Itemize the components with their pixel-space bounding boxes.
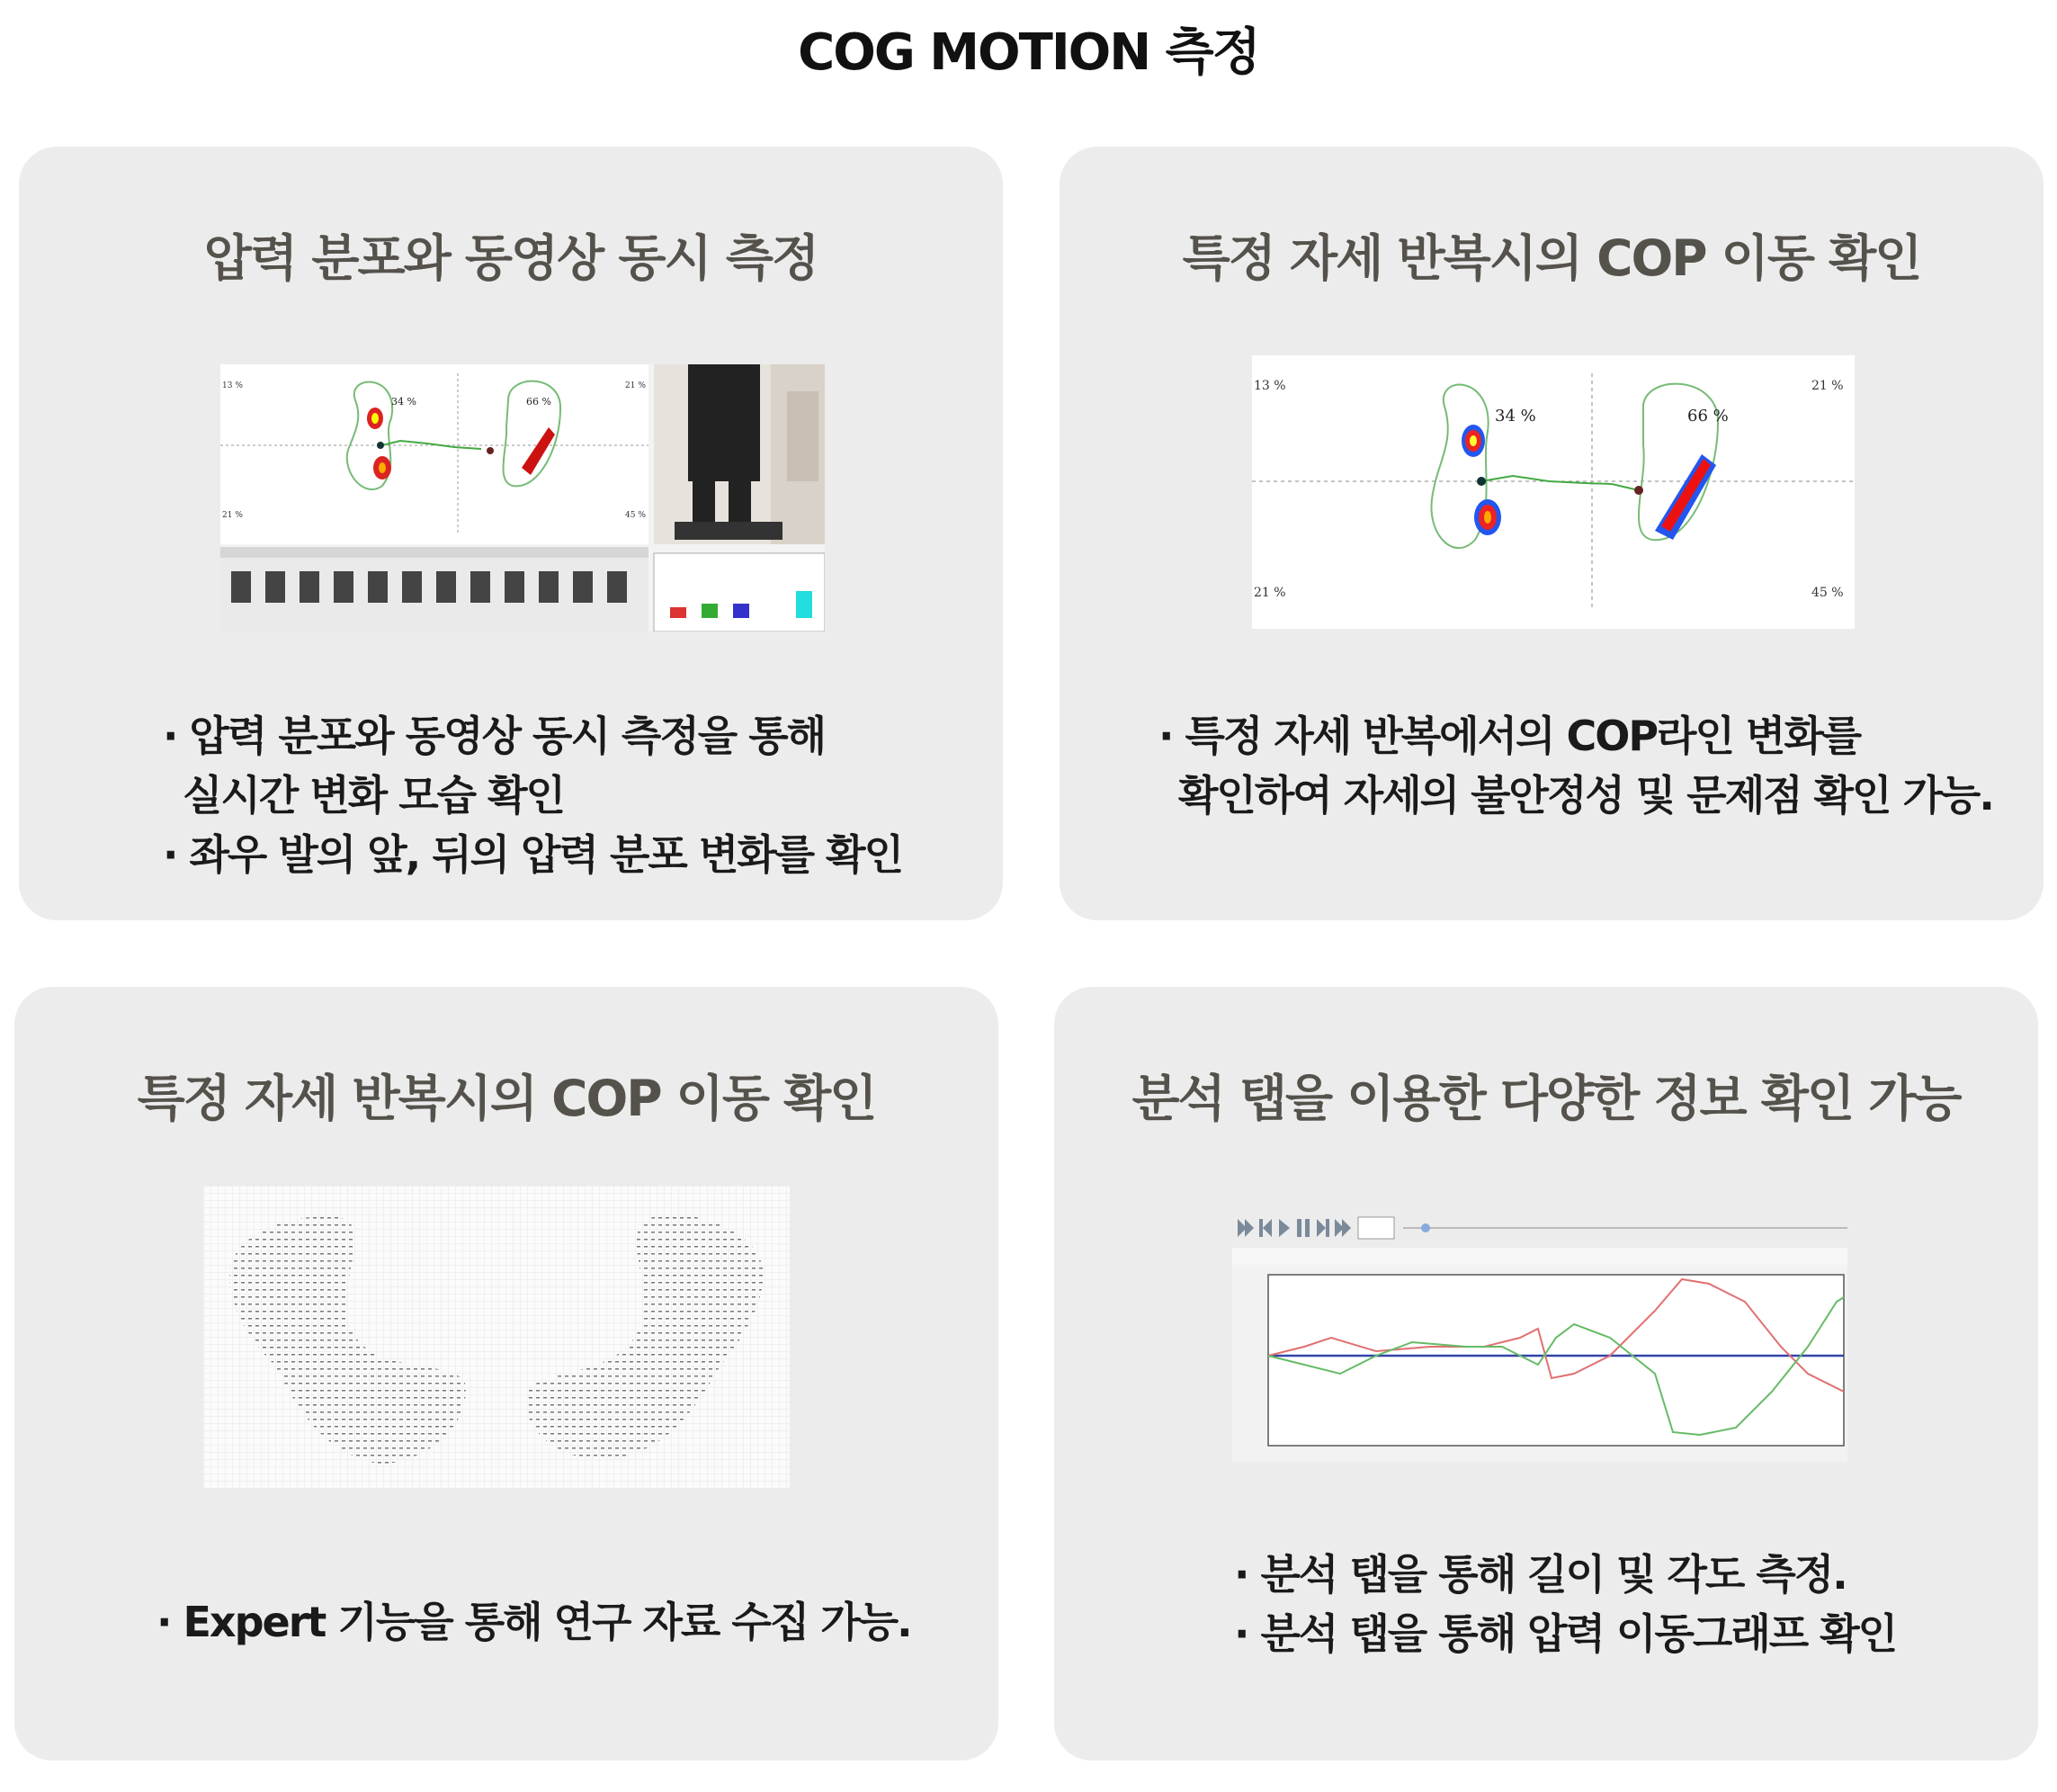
- left-percent: 34 %: [391, 396, 416, 408]
- left-percent: 34 %: [1495, 407, 1536, 426]
- analysis-tab-screenshot: [1232, 1212, 1847, 1462]
- right-percent: 66 %: [526, 396, 551, 408]
- bullet-item: · 특정 자세 반복에서의 COP라인 변화를: [1158, 712, 1861, 760]
- bullet-list: [1234, 1545, 1896, 1663]
- bullet-list: [1158, 706, 1993, 825]
- bullet-list: [157, 1592, 911, 1652]
- bullet-item: 확인하여 자세의 불안정성 및 문제점 확인 가능.: [1178, 771, 1993, 820]
- bullet-item: 실시간 변화 모습 확인: [183, 771, 564, 820]
- card-title: 분석 탭을 이용한 다양한 정보 확인 가능: [1131, 1070, 1961, 1127]
- cop-map-image: [1252, 355, 1855, 629]
- bullet-item: · 좌우 발의 앞, 뒤의 압력 분포 변화를 확인: [163, 830, 903, 879]
- card-analysis-tab: [1054, 987, 2038, 1761]
- bullet-item: · 분석 탭을 통해 압력 이동그래프 확인: [1234, 1609, 1897, 1658]
- pressure-map-image: [220, 364, 825, 632]
- corner-br: 45 %: [1811, 586, 1844, 600]
- analysis-graph-svg: [1232, 1212, 1847, 1462]
- corner-bl: 21 %: [222, 511, 243, 520]
- card-title: 특정 자세 반복시의 COP 이동 확인: [137, 1070, 876, 1127]
- corner-bl: 21 %: [1254, 586, 1286, 600]
- page-title: COG MOTION 측정: [798, 23, 1259, 82]
- corner-tr: 21 %: [625, 381, 646, 390]
- card-title: 특정 자세 반복시의 COP 이동 확인: [1182, 229, 1921, 287]
- right-percent: 66 %: [1687, 407, 1729, 426]
- corner-tl: 13 %: [1254, 379, 1286, 393]
- cop-pressure-map: [1252, 355, 1855, 629]
- bullet-item: · 분석 탭을 통해 길이 및 각도 측정.: [1234, 1550, 1847, 1599]
- corner-tr: 21 %: [1811, 379, 1844, 393]
- card-cop-movement: [1060, 147, 2044, 920]
- bullet-item: · Expert 기능을 통해 연구 자료 수집 가능.: [157, 1598, 911, 1646]
- bullet-list: [163, 706, 902, 884]
- card-expert-data: [14, 987, 998, 1761]
- card-title: 압력 분포와 동영상 동시 측정: [203, 229, 818, 287]
- card-pressure-video: [19, 147, 1003, 920]
- expert-grid-image: [203, 1186, 790, 1488]
- pressure-video-screenshot: [220, 364, 825, 632]
- bullet-item: · 압력 분포와 동영상 동시 측정을 통해: [163, 712, 826, 760]
- corner-br: 45 %: [625, 511, 646, 520]
- corner-tl: 13 %: [222, 381, 243, 390]
- expert-grid-svg: [203, 1186, 790, 1488]
